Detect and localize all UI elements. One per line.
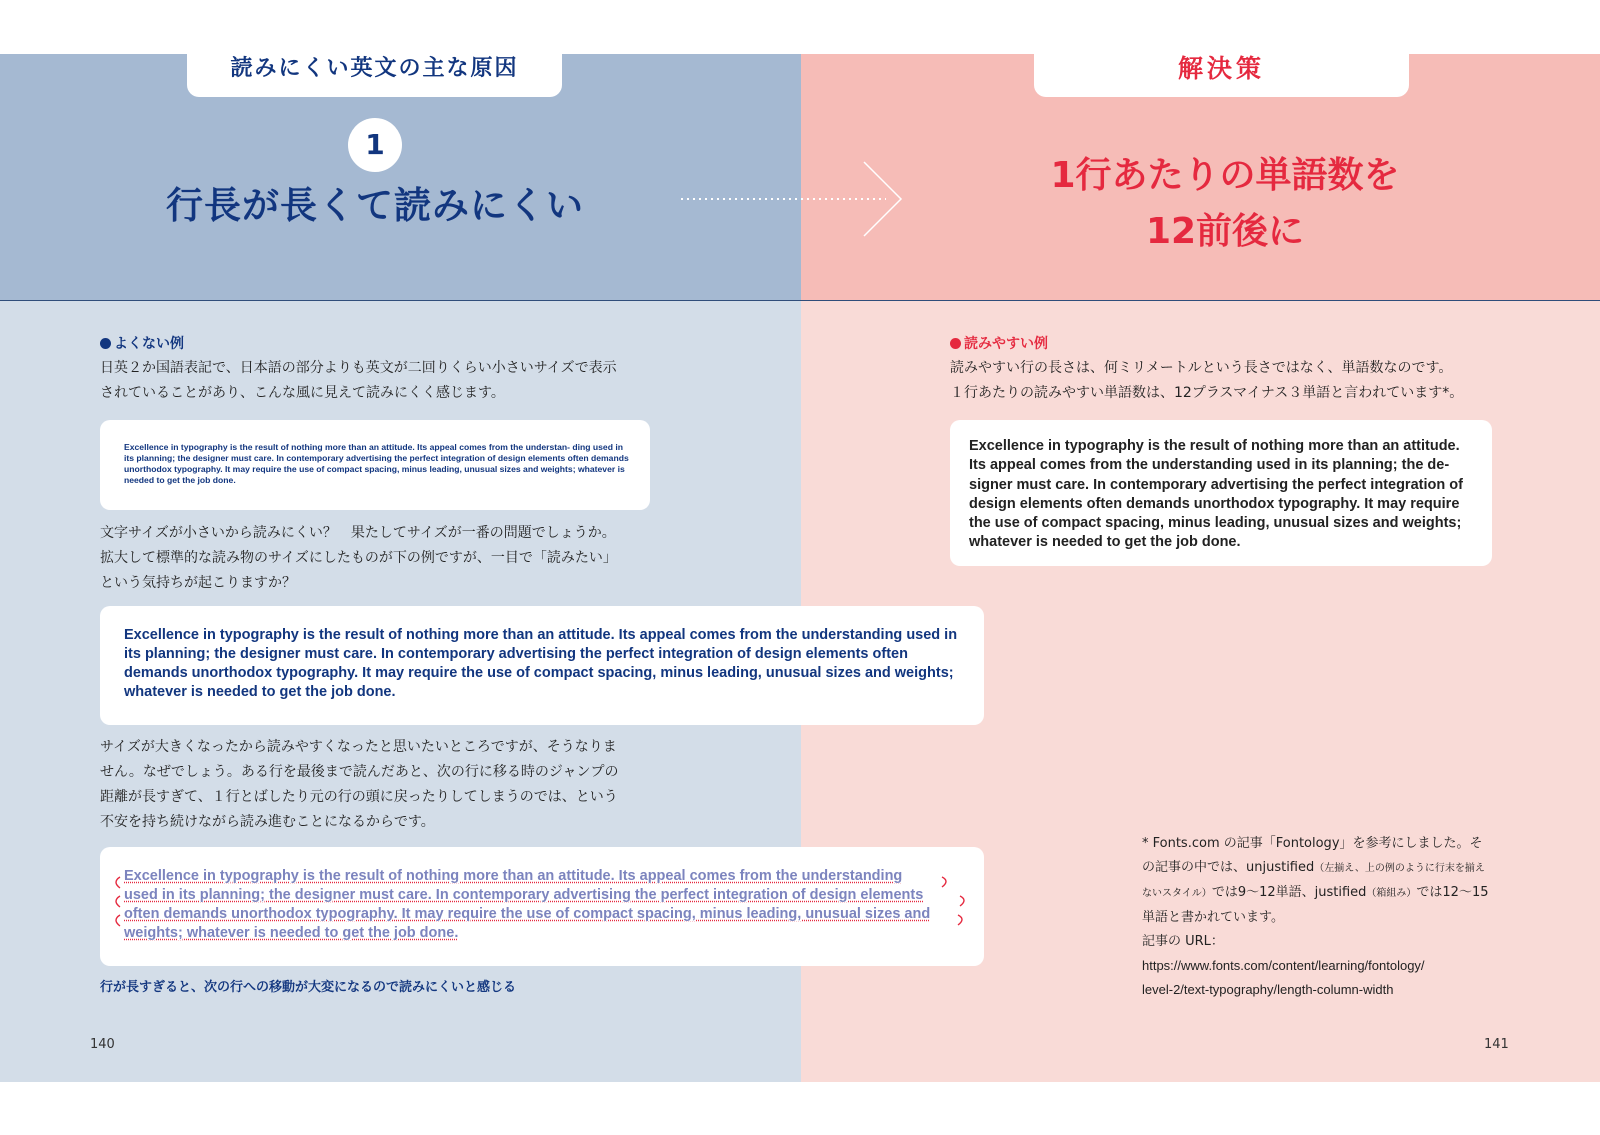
left-intro-line: 日英２か国語表記で、日本語の部分よりも英文が二回りくらい小さいサイズで表示 xyxy=(100,360,617,376)
footnote-small-text: （左揃え、上の例のように行末を揃え xyxy=(1314,863,1485,874)
bullet-dot-icon xyxy=(950,338,961,349)
solution-tab: 解決策 xyxy=(1034,40,1409,97)
small-text-sample: Excellence in typography is the result of nothing more than an attitude. Its appeal comes from the understan- ding used in its planning; the designer must care. In contemporary advertising the perfect integration of design elements often demands unorthodox typography. It may require the use of compact spacing, minus leading, unusual sizes and weights; whatever is needed to get the job done. xyxy=(124,442,629,485)
line-jump-sample-card xyxy=(100,847,984,966)
line-jump-sample-line: often demands unorthodox typography. It may require the use of compact spacing, minus leading, unusual sizes and xyxy=(124,906,931,922)
left-middle-line: という気持ちが起こりますか？ xyxy=(100,575,296,591)
good-example-heading xyxy=(950,333,1048,353)
right-intro-line: １行あたりの読みやすい単語数は、12プラスマイナス３単語と言われています*。 xyxy=(950,385,1464,401)
footnote-line xyxy=(1142,881,1512,906)
footnote-line: 記事の URL： xyxy=(1142,934,1224,949)
left-middle-text xyxy=(100,521,617,596)
page-number-left: 140 xyxy=(90,1037,115,1052)
problem-title: 行長が長くて読みにくい xyxy=(166,184,584,227)
left-middle-line: 拡大して標準的な読み物のサイズにしたものが下の例ですが、一目で「読みたい」 xyxy=(100,550,617,566)
header-divider xyxy=(0,300,1600,301)
left-intro-line: されていることがあり、こんな風に見えて読みにくく感じます。 xyxy=(100,385,505,401)
small-text-sample-card xyxy=(100,420,650,510)
right-intro-text xyxy=(950,356,1463,406)
page-number-right: 141 xyxy=(1484,1037,1509,1052)
left-body-line: 距離が長すぎて、１行とばしたり元の行の頭に戻ったりしてしまうのでは、という xyxy=(100,789,618,805)
solution-title-line2: 12前後に xyxy=(1145,211,1305,252)
bad-example-heading xyxy=(100,333,184,353)
good-text-sample-card xyxy=(950,420,1492,566)
line-return-arrows-icon xyxy=(100,847,984,966)
line-jump-sample-line: Excellence in typography is the result of nothing more than an attitude. Its appeal comes from the understanding xyxy=(124,868,903,884)
good-example-heading-label: 読みやすい例 xyxy=(964,336,1048,352)
bullet-dot-icon xyxy=(100,338,111,349)
problem-number-badge: 1 xyxy=(348,118,402,172)
left-body-line: サイズが大きくなったから読みやすくなったと思いたいところですが、そうなりま xyxy=(100,739,617,755)
footnote-url-line: https://www.fonts.com/content/learning/fontology/ xyxy=(1142,958,1425,973)
footnote-text: では9〜12単語、justified xyxy=(1211,885,1367,900)
footnote-small-text: （箱組み） xyxy=(1366,888,1417,899)
footnote-line: * Fonts.com の記事「Fontology」を参考にしました。そ xyxy=(1142,836,1483,851)
left-intro-text xyxy=(100,356,617,406)
solution-title-line1: 1行あたりの単語数を xyxy=(1050,155,1400,196)
footnote-line xyxy=(1142,856,1512,881)
left-body-line: 不安を持ち続けながら読み進むことになるからです。 xyxy=(100,814,435,830)
left-middle-line: 文字サイズが小さいから読みにくい？ 果たしてサイズが一番の問題でしょうか。 xyxy=(100,525,616,541)
footnote-url-line: level-2/text-typography/length-column-width xyxy=(1142,982,1394,997)
footnote-text: の記事の中では、unjustified xyxy=(1142,860,1315,875)
line-jump-sample-line: used in its planning; the designer must care. In contemporary advertising the perfect integration of design elements xyxy=(124,887,924,903)
line-jump-sample-line: weights; whatever is needed to get the job done. xyxy=(124,925,459,941)
wide-text-sample: Excellence in typography is the result of nothing more than an attitude. Its appeal comes from the understanding used in its planning; the designer must care. In contemporary advertising the perfect integration of design elements often demands unorthodox typography. It may require the use of compact spacing, minus leading, unusual sizes and weights; whatever is needed to get the job done. xyxy=(124,627,958,700)
right-intro-line: 読みやすい行の長さは、何ミリメートルという長さではなく、単語数なのです。 xyxy=(950,360,1453,376)
problem-tab: 読みにくい英文の主な原因 xyxy=(187,40,562,97)
left-body-line: せん。なぜでしょう。ある行を最後まで読んだあと、次の行に移る時のジャンプの xyxy=(100,764,619,780)
footnote-line: 単語と書かれています。 xyxy=(1142,910,1284,925)
solution-title xyxy=(1000,148,1450,260)
arrow-right-icon xyxy=(676,158,906,240)
footnote-text: では12〜15 xyxy=(1416,885,1489,900)
good-text-sample: Excellence in typography is the result of nothing more than an attitude. Its appeal comes from the understanding used in its planning; the de- signer must care. In contemporary advertising the perfect integration of design elements often demands unorthodox typography. It may require the use of compact spacing, minus leading, unusual sizes and weights; whatever is needed to get the job done. xyxy=(969,438,1463,551)
bad-example-heading-label: よくない例 xyxy=(114,336,184,352)
footnote-small-text: ないスタイル） xyxy=(1142,888,1212,899)
wide-text-sample-card xyxy=(100,606,984,725)
left-caption: 行が長すぎると、次の行への移動が大変になるので読みにくいと感じる xyxy=(100,980,517,995)
footnote xyxy=(1142,832,1512,1002)
left-body-text xyxy=(100,735,619,835)
